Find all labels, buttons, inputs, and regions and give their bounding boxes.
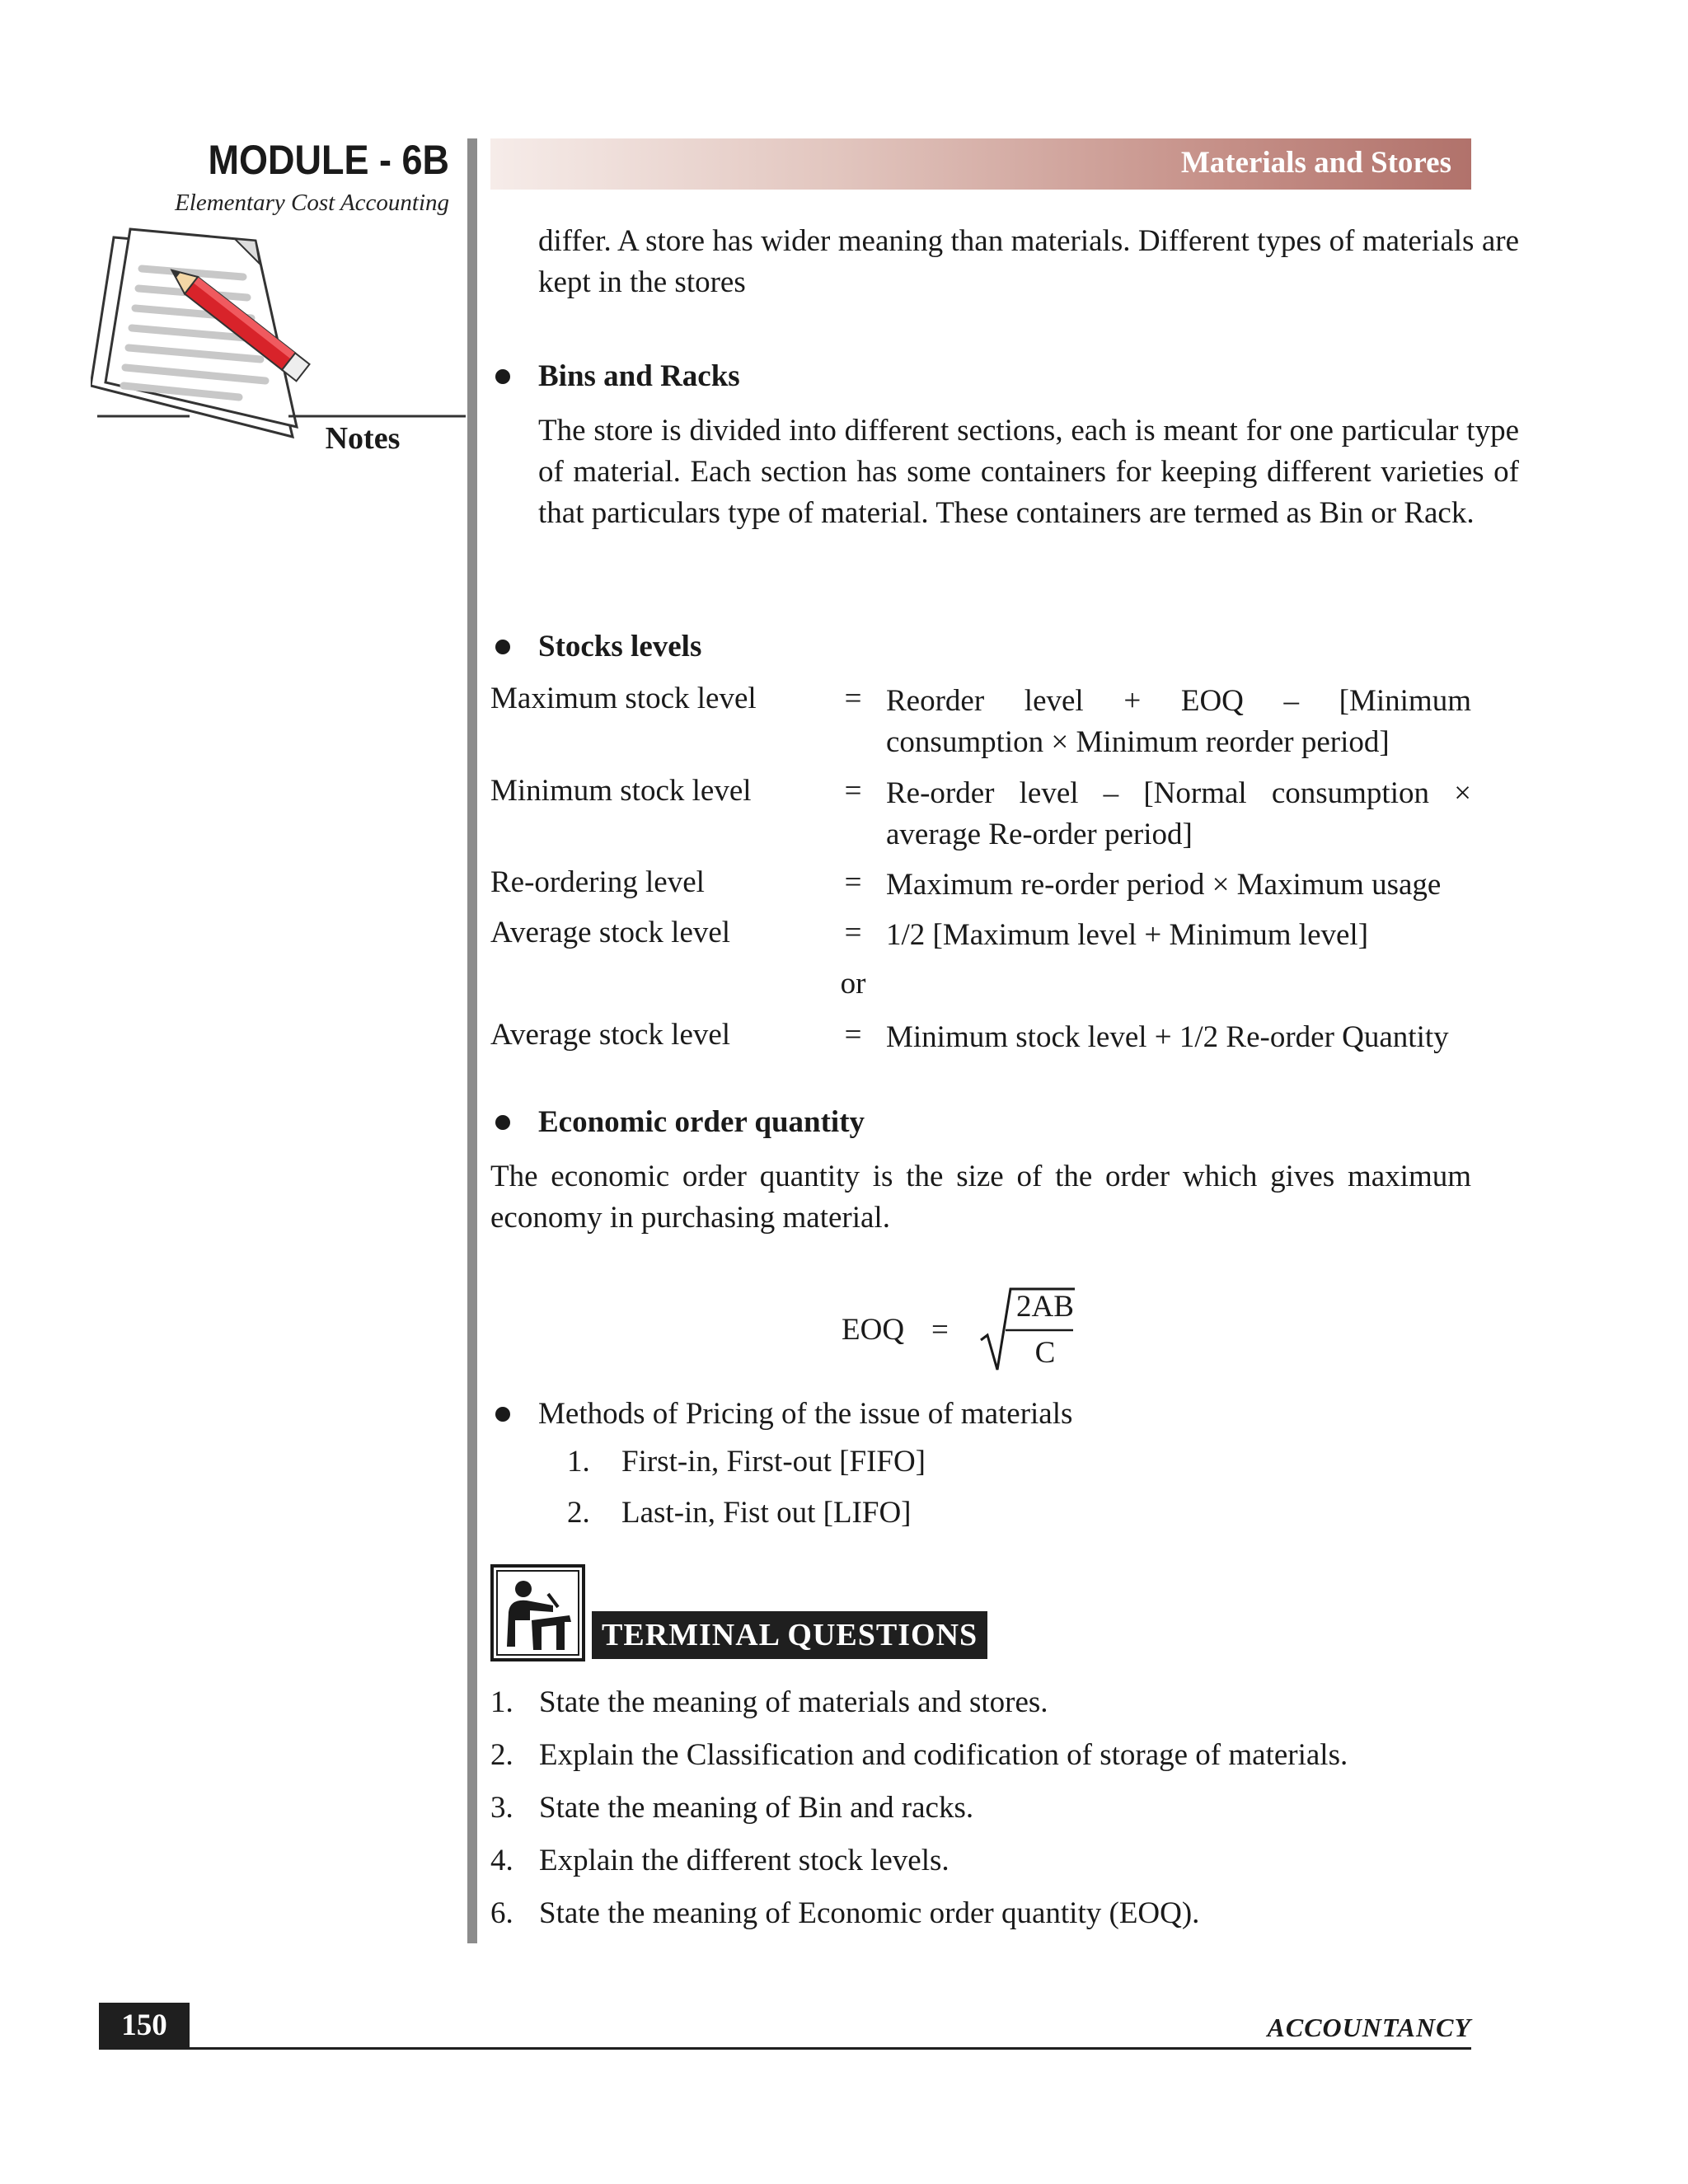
terminal-questions-heading: TERMINAL QUESTIONS bbox=[592, 1611, 987, 1659]
pricing-item-text: Last-in, Fist out [LIFO] bbox=[621, 1496, 912, 1530]
module-title: MODULE - 6B bbox=[208, 137, 449, 183]
pricing-item-number: 2. bbox=[567, 1496, 590, 1530]
footer-subject: ACCOUNTANCY bbox=[1267, 2013, 1471, 2042]
question-text: State the meaning of Bin and racks. bbox=[539, 1791, 974, 1825]
equals-sign: = bbox=[844, 1018, 862, 1052]
stock-term: Average stock level bbox=[490, 916, 731, 949]
equals-sign: = bbox=[844, 774, 862, 808]
eoq-paragraph: The economic order quantity is the size of the order which gives maximum economy in purchasing material. bbox=[490, 1160, 1471, 1235]
page-number: 150 bbox=[99, 2003, 190, 2048]
stock-term: Maximum stock level bbox=[490, 682, 757, 715]
equals-sign: = bbox=[844, 916, 862, 949]
question-text: State the meaning of Economic order quantity (EOQ). bbox=[539, 1896, 1200, 1930]
stock-term: Average stock level bbox=[490, 1018, 731, 1052]
bins-heading: Bins and Racks bbox=[538, 359, 740, 393]
stock-definition: 1/2 [Maximum level + Minimum level] bbox=[886, 918, 1369, 952]
eoq-heading: Economic order quantity bbox=[538, 1105, 865, 1139]
chapter-title: Materials and Stores bbox=[1180, 146, 1451, 180]
stock-term: Re-ordering level bbox=[490, 865, 705, 899]
notes-label: Notes bbox=[325, 421, 401, 456]
question-number: 6. bbox=[490, 1896, 513, 1930]
question-number: 1. bbox=[490, 1685, 513, 1719]
pricing-item-text: First-in, First-out [FIFO] bbox=[621, 1445, 926, 1479]
stock-term: Minimum stock level bbox=[490, 774, 752, 808]
or-label: or bbox=[840, 967, 866, 1001]
stock-definition: Minimum stock level + 1/2 Re-order Quantity bbox=[886, 1020, 1449, 1054]
pricing-item-number: 1. bbox=[567, 1445, 590, 1479]
eoq-formula-equals: = bbox=[931, 1313, 949, 1347]
eoq-denominator: C bbox=[1034, 1336, 1056, 1370]
question-text: State the meaning of materials and stores. bbox=[539, 1685, 1048, 1719]
eoq-numerator: 2AB bbox=[1016, 1290, 1074, 1324]
eoq-formula-label: EOQ bbox=[842, 1313, 905, 1347]
intro-paragraph: differ. A store has wider meaning than materials. Different types of materials are kept in the stores bbox=[538, 224, 1519, 299]
stock-definition: Reorder level + EOQ – [Minimum consumption × Minimum reorder period] bbox=[886, 684, 1471, 759]
question-number: 2. bbox=[490, 1738, 513, 1772]
margin-divider bbox=[467, 138, 477, 1943]
equals-sign: = bbox=[844, 865, 862, 899]
bins-paragraph: The store is divided into different sections, each is meant for one particular type of material. Each section has some containers for keeping different varieties of that particulars type of material. These containers are termed as Bin or Rack. bbox=[538, 414, 1519, 530]
chapter-header bbox=[490, 138, 1471, 190]
footer-rule bbox=[99, 2047, 1471, 2050]
stock-definition: Re-order level – [Normal consumption × average Re-order period] bbox=[886, 776, 1471, 851]
stocks-heading: Stocks levels bbox=[538, 630, 702, 663]
question-text: Explain the different stock levels. bbox=[539, 1844, 950, 1877]
question-number: 4. bbox=[490, 1844, 513, 1877]
student-writing-icon bbox=[490, 1564, 585, 1661]
module-subtitle: Elementary Cost Accounting bbox=[175, 190, 449, 216]
equals-sign: = bbox=[844, 682, 862, 715]
question-text: Explain the Classification and codification of storage of materials. bbox=[539, 1738, 1348, 1772]
question-number: 3. bbox=[490, 1791, 513, 1825]
pricing-heading: Methods of Pricing of the issue of materials bbox=[538, 1397, 1073, 1431]
stock-definition: Maximum re-order period × Maximum usage bbox=[886, 868, 1442, 902]
